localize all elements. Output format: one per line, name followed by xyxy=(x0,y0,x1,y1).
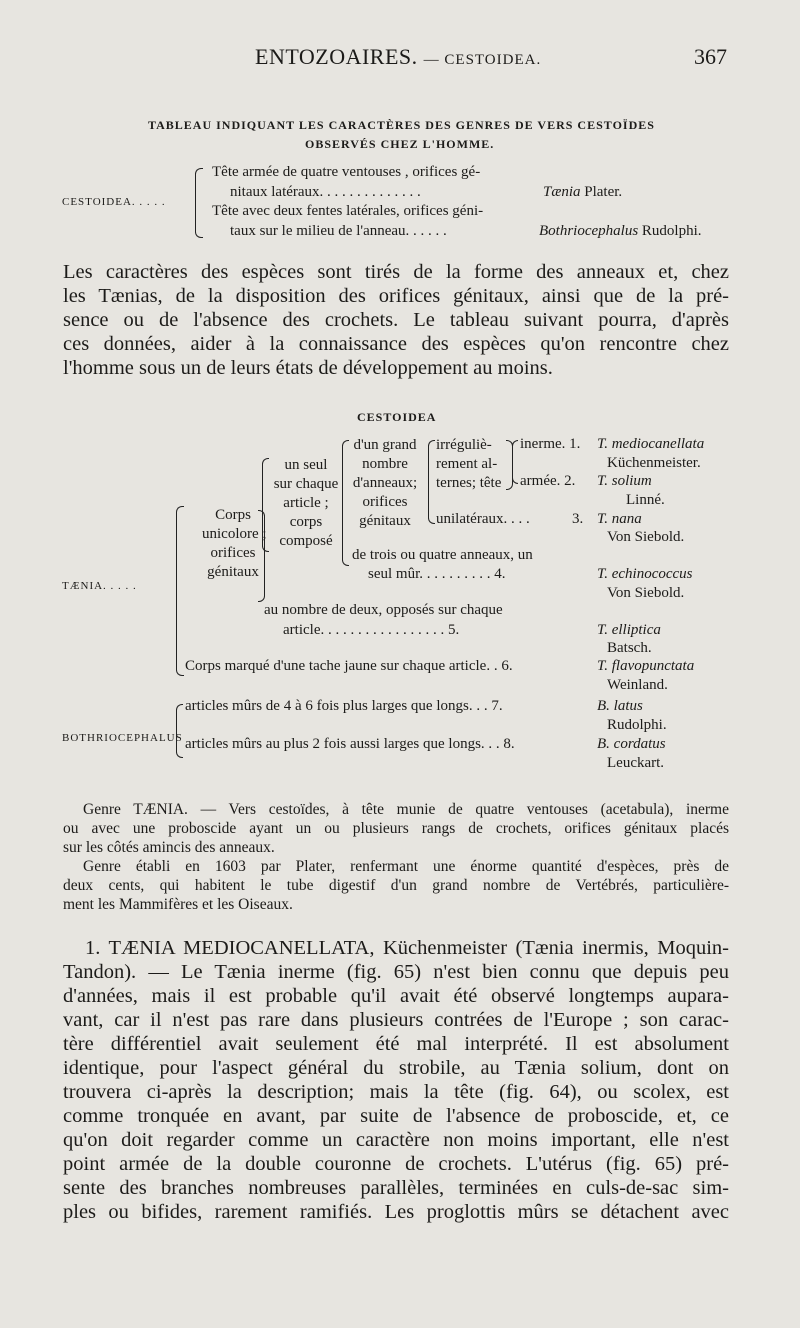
armee-text: armée. 2. xyxy=(520,473,576,489)
trois-line1: de trois ou quatre anneaux, un xyxy=(352,547,533,563)
seul-line: corps xyxy=(289,514,323,530)
species-name: T. nana xyxy=(597,511,642,527)
intro-line: Les caractères des espèces sont tirés de la forme des anneaux et, chez xyxy=(63,261,729,283)
intro-line: l'homme sous un de leurs états de développement au moins. xyxy=(63,357,553,379)
species-3-author: Von Siebold. xyxy=(607,529,685,545)
inerme-brace xyxy=(512,440,518,484)
irreg-brace xyxy=(428,440,435,524)
species-2-author: Linné. xyxy=(626,492,665,508)
species-8-author: Leuckart. xyxy=(607,755,665,771)
seul-line: sur chaque xyxy=(273,476,339,492)
main-line: point armée de la double couronne de crochets. L'utérus (fig. 65) pré- xyxy=(63,1153,729,1175)
genre-note-line: ment les Mammifères et les Oiseaux. xyxy=(63,896,293,913)
species-name: T. elliptica xyxy=(597,622,661,638)
table1-row1-line1: Tête armée de quatre ventouses , orifices gé- xyxy=(212,164,481,180)
deux-line1: au nombre de deux, opposés sur chaque xyxy=(264,602,503,618)
table1-title-line2: OBSERVÉS CHEZ L'HOMME. xyxy=(305,137,495,151)
irreg-line: ternes; tête xyxy=(436,475,502,491)
tache-line: Corps marqué d'une tache jaune sur chaque article. . 6. xyxy=(185,658,513,674)
main-line: ples ou bifides, rarement ramifiés. Les proglottis mûrs se détachent avec xyxy=(63,1201,729,1223)
irreg-line: rement al- xyxy=(436,456,498,472)
genre-note-line: deux cents, qui habitent le tube digestif d'un grand nombre de Vertébrés, particulière- xyxy=(63,877,729,894)
intro-paragraph xyxy=(63,260,729,380)
main-line: identique, pour l'aspect général du strobile, au Tænia solium, dont on xyxy=(63,1057,729,1079)
species-8-name xyxy=(597,736,666,753)
species-5-name xyxy=(597,622,661,639)
species-name: T. echinococcus xyxy=(597,566,693,582)
main-line: 1. TÆNIA MEDIOCANELLATA, Küchenmeister (Tænia inermis, Moquin- xyxy=(85,937,729,959)
page-number: 367 xyxy=(694,44,727,69)
genre-note xyxy=(63,800,729,914)
genre-note-label: Genre TÆNIA. — xyxy=(83,801,217,818)
corps-line: orifices xyxy=(210,545,256,561)
bothrio-line1: articles mûrs de 4 à 6 fois plus larges que longs. . . 7. xyxy=(185,698,503,714)
table1-row1-line2: nitaux latéraux. . . . . . . . . . . . . . xyxy=(230,184,421,200)
unilateraux-text: unilatéraux. . . . xyxy=(436,511,530,527)
taenia-label: TÆNIA. . . . . xyxy=(62,580,137,592)
species-7-author: Rudolphi. xyxy=(607,717,667,733)
running-head-title: ENTOZOAIRES. xyxy=(255,44,418,69)
seul-line: composé xyxy=(279,533,333,549)
bothrio-brace xyxy=(176,704,183,758)
main-line: comme tronquée en avant, par suite de l'absence de proboscide, et, ce xyxy=(63,1105,729,1127)
trois-line2: seul mûr. . . . . . . . . . 4. xyxy=(368,566,506,582)
main-line: sente des branches nombreuses parallèles, terminées en culs-de-sac sim- xyxy=(63,1177,729,1199)
seul-group xyxy=(268,456,344,551)
seul-line: un seul xyxy=(284,457,328,473)
running-head-subtitle: — CESTOIDEA. xyxy=(423,52,542,68)
table1-row1-taxon xyxy=(543,184,622,201)
species-name: T. flavopunctata xyxy=(597,658,695,674)
main-line: trouvera ci-après la description; mais la tête (fig. 64), ou scolex, est xyxy=(63,1081,729,1103)
main-line: tère différentiel avait seulement été mal interprété. Il est absolument xyxy=(63,1033,729,1055)
main-line: d'années, mais il est probable qu'il avait été observé longtemps aupara- xyxy=(63,985,729,1007)
table1-title-line1: TABLEAU INDIQUANT LES CARACTÈRES DES GENRES DE VERS CESTOÏDES xyxy=(148,118,655,132)
species-4-author: Von Siebold. xyxy=(607,585,685,601)
genre-note-line xyxy=(63,800,729,819)
intro-line: sence ou de l'absence des crochets. Le tableau suivant pourra, d'après xyxy=(63,309,729,331)
dungrand-group xyxy=(343,436,427,531)
seul-brace xyxy=(262,458,269,552)
species-name: B. latus xyxy=(597,698,643,714)
species-name: T. solium xyxy=(597,473,652,489)
irreg-line: irréguliè- xyxy=(436,437,492,453)
table1-row2-genus: Bothriocephalus xyxy=(539,223,639,239)
genre-note-line: ou avec une proboscide ayant un ou plusieurs rangs de crochets, orifices génitaux placés xyxy=(63,820,729,837)
intro-line: ces données, aider à la connaissance des espèces qu'on rencontre chez xyxy=(63,333,729,355)
table1-brace xyxy=(195,168,203,238)
species-4-name xyxy=(597,566,693,583)
seul-line: article ; xyxy=(283,495,329,511)
corps-group xyxy=(202,506,267,582)
inerme-text: inerme. 1. xyxy=(520,436,581,452)
species-7-name xyxy=(597,698,643,715)
genre-note-text: Vers cestoïdes, à tête munie de quatre ventouses (acetabula), inerme xyxy=(228,801,729,818)
bothrio-line2: articles mûrs au plus 2 fois aussi larges que longs. . . 8. xyxy=(185,736,515,752)
species-3-name xyxy=(597,511,642,528)
table1-row2-line1: Tête avec deux fentes latérales, orifices géni- xyxy=(212,203,484,219)
genre-note-line: Genre établi en 1603 par Plater, renfermant une énorme quantité d'espèces, près de xyxy=(83,858,729,875)
bothrio-label: BOTHRIOCEPHALUS xyxy=(62,732,183,744)
corps-line: unicolore ; xyxy=(202,526,267,542)
species-6-author: Weinland. xyxy=(607,677,668,693)
species-1-name xyxy=(597,436,704,453)
species-6-name xyxy=(597,658,694,675)
number-3: 3. xyxy=(572,511,584,527)
table1-row1-author: Plater. xyxy=(584,184,623,200)
species-name: B. cordatus xyxy=(597,736,666,752)
dungrand-line: d'anneaux; xyxy=(352,475,418,491)
species-name: T. mediocanellata xyxy=(597,436,705,452)
dungrand-line: d'un grand xyxy=(353,437,417,453)
species-2-name xyxy=(597,473,652,490)
main-paragraph xyxy=(63,936,729,1224)
table2-title: CESTOIDEA xyxy=(357,410,437,424)
table1-row2-author: Rudolphi. xyxy=(641,223,702,239)
taenia-brace xyxy=(176,506,184,676)
main-line: vant, car il n'est pas rare dans plusieurs contrées de l'Europe ; son carac- xyxy=(63,1009,729,1031)
table1-row2-taxon xyxy=(539,223,702,240)
dungrand-line: orifices xyxy=(362,494,408,510)
irreg-group xyxy=(436,436,501,493)
running-head xyxy=(255,44,541,70)
intro-line: les Tænias, de la disposition des orifices génitaux, ainsi que de la pré- xyxy=(63,285,729,307)
table1-group-label: CESTOIDEA. . . . . xyxy=(62,196,166,208)
main-line: qu'on doit regarder comme un caractère non moins important, elle n'est xyxy=(63,1129,729,1151)
corps-line: génitaux xyxy=(207,564,259,580)
genre-note-line: sur les côtés amincis des anneaux. xyxy=(63,839,275,856)
main-line: Tandon). — Le Tænia inerme (fig. 65) n'est bien connu que depuis peu xyxy=(63,961,729,983)
dungrand-line: nombre xyxy=(362,456,408,472)
table1-row1-genus: Tænia xyxy=(543,184,581,200)
table1-row2-line2: taux sur le milieu de l'anneau. . . . . . xyxy=(230,223,447,239)
species-5-author: Batsch. xyxy=(607,640,652,656)
species-1-author: Küchenmeister. xyxy=(607,455,701,471)
corps-line: Corps xyxy=(215,507,251,523)
dungrand-line: génitaux xyxy=(359,513,411,529)
deux-line2: article. . . . . . . . . . . . . . . . . 5. xyxy=(283,622,460,638)
